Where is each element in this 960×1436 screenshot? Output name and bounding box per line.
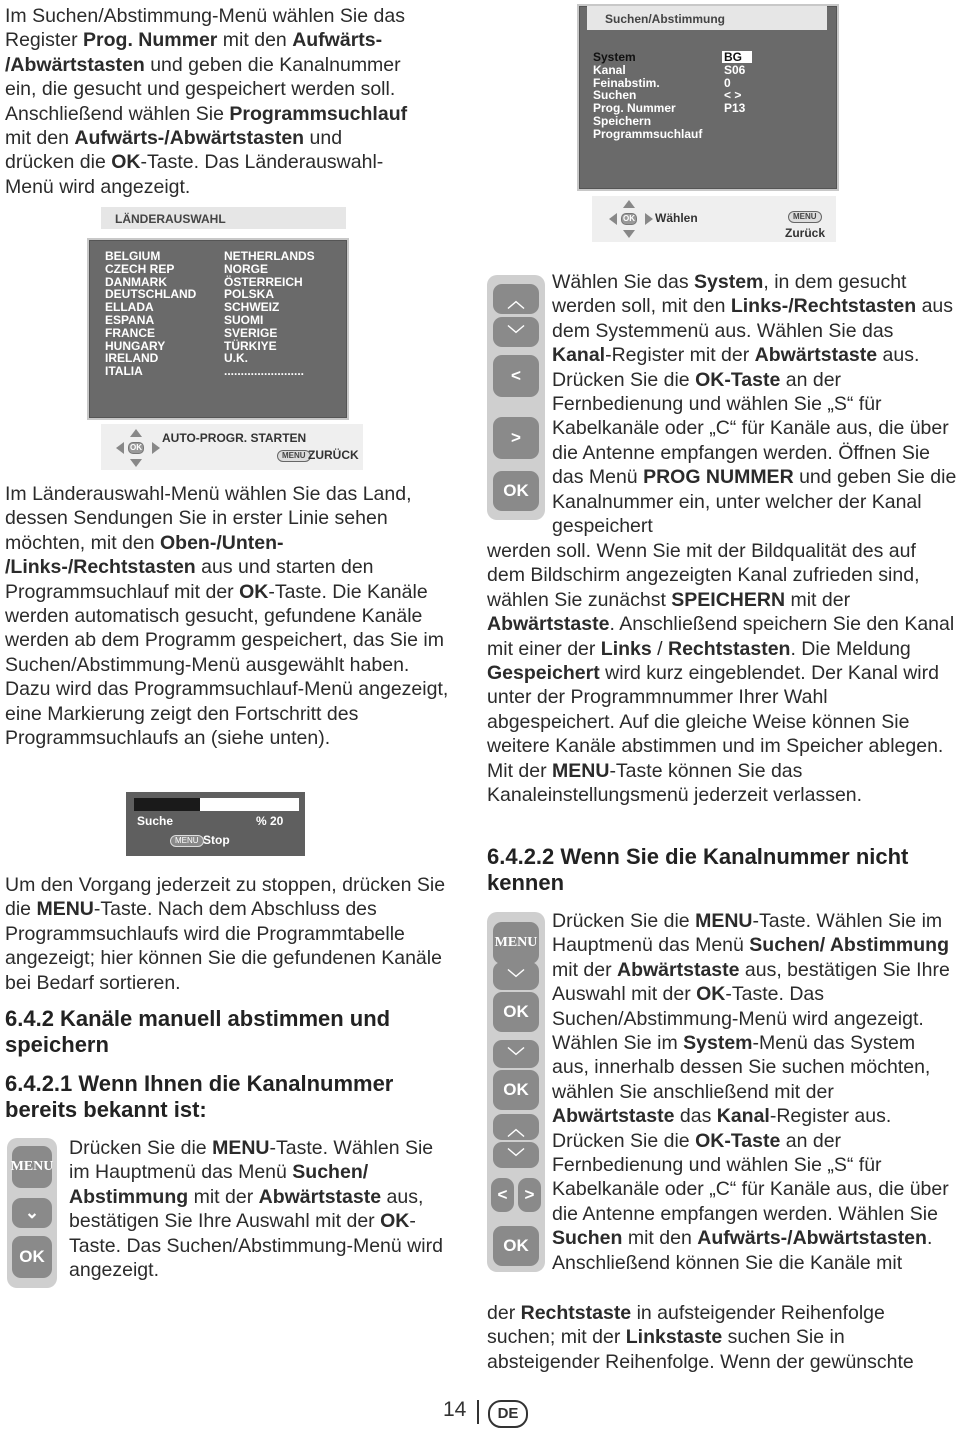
tuning-value-system: BG <box>724 50 742 64</box>
chevron-down-icon: ﹀ <box>507 1147 525 1167</box>
arrow-left-icon <box>116 442 124 454</box>
chevron-up-icon: ︿ <box>507 291 525 311</box>
country-item[interactable]: ELLADA <box>105 300 154 315</box>
chevron-left-icon: < <box>511 366 521 385</box>
country-item[interactable]: FRANCE <box>105 325 155 340</box>
left-button[interactable] <box>493 355 539 397</box>
menu-key-icon: MENU <box>170 835 204 847</box>
chevron-down-icon: ﹀ <box>507 968 525 988</box>
down-button[interactable] <box>493 1040 539 1068</box>
country-item[interactable]: ........................ <box>224 364 305 379</box>
country-item[interactable]: U.K. <box>224 351 248 366</box>
country-item[interactable]: DANMARK <box>105 274 167 289</box>
country-item[interactable]: SUOMI <box>224 312 264 327</box>
back-label: Zurück <box>785 226 826 240</box>
system-paragraph-continued: werden soll. Wenn Sie mit der Bildqualität des auf dem Bildschirm angezeigten Kanal zufrieden sind, wählen Sie zunächst SPEICHERN mit der Abwärtstaste. Anschließend speichern Sie den Kanal mit einer der Links / Rechtstasten. Die Meldung Gespeichert wird kurz eingeblendet. Der Kanal wird unter der Programmnummer Ihrer Wahl abgespeichert. Auf die gleiche Weise können Sie weitere Kanäle abstimmen und im Speicher ablegen. Mit der MENU-Taste können Sie das Kanaleinstellungsmenü jederzeit verlassen. <box>487 540 955 807</box>
down-button[interactable] <box>493 962 539 990</box>
tuning-menu-panel <box>577 4 839 191</box>
arrow-left-icon <box>609 213 617 225</box>
ok-button[interactable]: OK <box>493 1226 539 1266</box>
up-button[interactable] <box>493 1114 539 1140</box>
chevron-left-icon: < <box>497 1185 508 1204</box>
up-button[interactable] <box>493 284 539 314</box>
tuning-label-prog-number[interactable]: Prog. Nummer <box>593 101 676 116</box>
arrow-right-icon <box>645 213 653 225</box>
right-button[interactable] <box>493 417 539 459</box>
country-item[interactable]: NETHERLANDS <box>224 249 315 263</box>
heading-known-channel: 6.4.2.1 Wenn Ihnen die Kanalnummer bereits bekannt ist: <box>5 1071 394 1122</box>
country-item[interactable]: TÜRKIYE <box>224 338 277 353</box>
menu-button[interactable]: MENU <box>12 1146 52 1188</box>
heading-manual-tuning: 6.4.2 Kanäle manuell abstimmen und speichern <box>5 1006 391 1057</box>
select-label: Wählen <box>655 211 698 225</box>
arrow-down-icon <box>623 230 635 238</box>
country-list-col1 <box>105 250 196 378</box>
country-item[interactable]: HUNGARY <box>105 338 166 353</box>
footer-divider <box>477 1400 479 1424</box>
progress-fill <box>134 798 200 811</box>
tuning-labels <box>593 51 702 141</box>
tuning-label-system[interactable]: System <box>593 50 636 64</box>
country-item[interactable]: ESPANA <box>105 312 155 327</box>
country-item[interactable]: BELGIUM <box>105 249 161 263</box>
country-list-col2 <box>224 250 315 378</box>
ok-icon: OK <box>623 214 635 223</box>
country-menu-titlebar <box>101 207 346 229</box>
down-button[interactable] <box>12 1198 52 1228</box>
chevron-down-icon: ⌄ <box>24 1203 40 1222</box>
country-menu-title: LÄNDERAUSWAHL <box>115 212 226 226</box>
tuning-menu-title: Suchen/Abstimmung <box>605 12 726 26</box>
right-button[interactable] <box>518 1178 541 1212</box>
tuning-values <box>724 51 745 115</box>
country-menu-panel <box>87 238 349 420</box>
country-item[interactable]: CZECH REP <box>105 261 175 276</box>
search-label: Suche <box>137 814 174 828</box>
arrow-up-icon <box>130 429 142 437</box>
country-item[interactable]: SVERIGE <box>224 325 278 340</box>
unknown-channel-paragraph: Drücken Sie die MENU-Taste. Wählen Sie im Hauptmenü das Menü Suchen/ Abstimmung mit der Abwärtstaste aus, bestätigen Sie Ihre Auswahl mit der OK-Taste. Das Suchen/Abstimmung-Menü wird angezeigt. Wählen Sie im System-Menü das System aus, innerhalb dessen Sie suchen möchten, wählen Sie anschließend mit der Abwärtstaste das Kanal-Register aus. Drücken Sie die OK-Taste an der Fernbedienung und wählen Sie „S“ für Kabelkanäle oder „C“ für Kanäle aus, die über die Antenne empfangen werden. Wählen Sie Suchen mit den Aufwärts-/Abwärtstasten. Anschließend können Sie die Kanäle mit <box>552 910 950 1274</box>
down-button[interactable] <box>493 317 539 347</box>
auto-program-start-label: AUTO-PROGR. STARTEN <box>162 431 307 445</box>
ok-button[interactable]: OK <box>493 471 539 511</box>
tuning-value-finetune: 0 <box>724 75 731 90</box>
search-percent: % 20 <box>256 814 284 828</box>
country-item[interactable]: ÖSTERREICH <box>224 274 303 289</box>
chevron-down-icon: ﹀ <box>507 324 525 344</box>
country-item[interactable]: DEUTSCHLAND <box>105 287 197 302</box>
remote-control-2 <box>487 275 545 520</box>
stop-paragraph: Um den Vorgang jederzeit zu stoppen, drücken Sie die MENU-Taste. Nach dem Abschluss des Programmsuchlaufs wird die Programmtabelle angezeigt; hier können Sie die gefundenen Kanäle bei Bedarf sortieren. <box>5 874 446 994</box>
known-channel-paragraph: Drücken Sie die MENU-Taste. Wählen Sie im Hauptmenü das Menü Suchen/ Abstimmung mit der Abwärtstaste aus, bestätigen Sie Ihre Auswahl mit der OK-Taste. Das Suchen/Abstimmung-Menü wird angezeigt. <box>69 1137 443 1282</box>
menu-key-icon: MENU <box>277 450 311 462</box>
tuning-label-store[interactable]: Speichern <box>593 113 652 128</box>
chevron-up-icon: ︿ <box>507 1119 525 1139</box>
tuning-value-search: < > <box>724 88 742 103</box>
country-menu-navbar <box>101 424 363 470</box>
page-number: 14 <box>443 1398 467 1421</box>
country-paragraph: Im Länderauswahl-Menü wählen Sie das Land, dessen Sendungen Sie in erster Linie sehen möchten, mit den Oben-/Unten- /Links-/Rechtstasten aus und starten den Programmsuchlauf mit der OK-Taste. Die Kanäle werden automatisch gesucht, gefundene Kanäle werden ab dem Programm gespeichert, das Sie im Suchen/Abstimmung-Menü ausgewählt haben. Dazu wird das Programmsuchlauf-Menü angezeigt, eine Markierung zeigt den Fortschritt des Programmsuchlaufs an (siehe unten). <box>5 483 449 750</box>
down-button[interactable] <box>493 1142 539 1168</box>
tuning-label-autosearch[interactable]: Programmsuchlauf <box>593 126 703 141</box>
ok-icon: OK <box>130 443 142 452</box>
tuning-label-search[interactable]: Suchen <box>593 88 637 103</box>
progress-track <box>198 798 299 811</box>
arrow-right-icon <box>152 442 160 454</box>
menu-key-icon: MENU <box>788 211 822 223</box>
remote-control-3 <box>487 912 545 1272</box>
remote-control-1 <box>7 1138 57 1288</box>
tuning-value-channel: S06 <box>724 62 746 77</box>
arrow-down-icon <box>130 459 142 467</box>
tuning-menu-navbar <box>592 196 836 242</box>
system-paragraph: Wählen Sie das System, in dem gesucht werden soll, mit den Links-/Rechtstasten aus dem Systemmenü aus. Wählen Sie das Kanal-Register mit der Abwärtstaste aus. Drücken Sie die OK-Taste an der Fernbedienung und wählen Sie „S“ für Kabelkanäle oder „C“ für Kanäle aus, die über die Antenne empfangen werden. Öffnen Sie das Menü PROG NUMMER und geben Sie die Kanalnummer ein, unter welcher der Kanal gespeichert <box>552 271 957 538</box>
stop-label: Stop <box>203 833 230 847</box>
chevron-right-icon: > <box>524 1185 535 1204</box>
country-item[interactable]: ITALIA <box>105 364 143 379</box>
ok-button[interactable]: OK <box>12 1236 52 1278</box>
ok-button[interactable]: OK <box>493 1070 539 1110</box>
tuning-label-channel[interactable]: Kanal <box>593 62 626 77</box>
arrow-up-icon <box>623 200 635 208</box>
country-item[interactable]: POLSKA <box>224 287 275 302</box>
back-label: ZURÜCK <box>308 448 359 462</box>
chevron-down-icon: ﹀ <box>507 1046 525 1066</box>
ok-button[interactable]: OK <box>493 992 539 1032</box>
tuning-value-prog-number: P13 <box>724 101 746 116</box>
tuning-menu-titlebar <box>587 6 827 30</box>
left-button[interactable] <box>491 1178 514 1212</box>
tuning-label-finetune[interactable]: Feinabstim. <box>593 75 660 90</box>
unknown-channel-paragraph-continued: der Rechtstaste in aufsteigender Reihenfolge suchen; mit der Linkstaste suchen Sie in absteigender Reihenfolge. Wenn der gewünschte <box>487 1302 914 1373</box>
country-item[interactable]: NORGE <box>224 261 269 276</box>
country-item[interactable]: SCHWEIZ <box>224 300 280 315</box>
search-progress-box <box>126 792 305 856</box>
language-badge: DE <box>488 1400 528 1428</box>
intro-paragraph: Im Suchen/Abstimmung-Menü wählen Sie das Register Prog. Nummer mit den Aufwärts- /Abwärtstasten und geben die Kanalnummer ein, die gesucht und gespeichert werden soll. Anschließend wählen Sie Programmsuchlauf mit den Aufwärts-/Abwärtstasten und drücken die OK-Taste. Das Länderauswahl- Menü wird angezeigt. <box>5 5 408 198</box>
menu-button[interactable]: MENU <box>493 922 539 964</box>
heading-unknown-channel: 6.4.2.2 Wenn Sie die Kanalnummer nicht kennen <box>487 844 909 895</box>
country-item[interactable]: IRELAND <box>105 351 159 366</box>
chevron-right-icon: > <box>511 428 521 447</box>
